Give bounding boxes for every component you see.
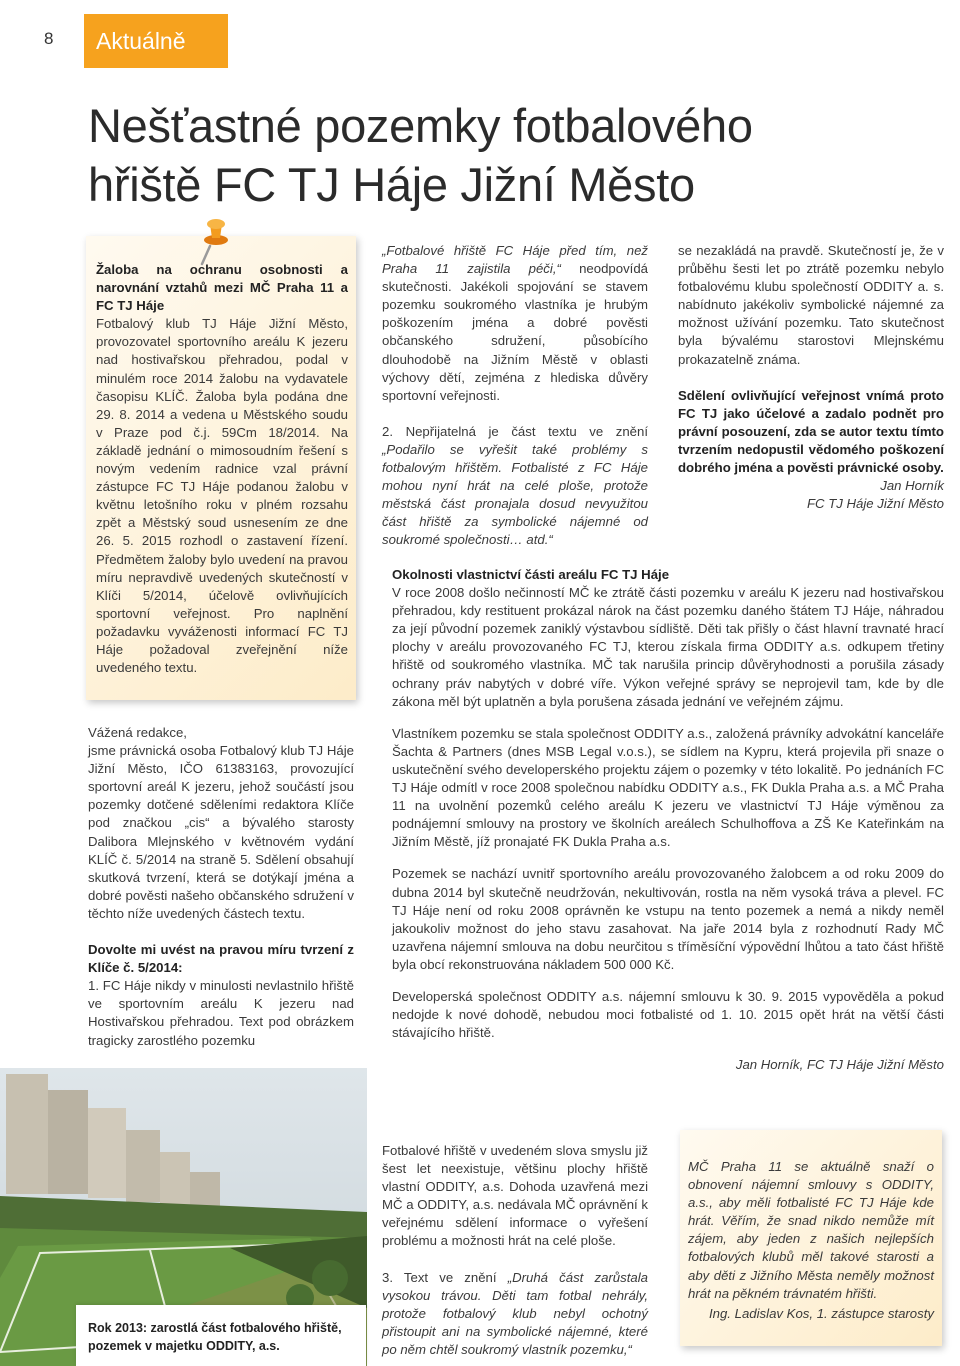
page-number: 8 bbox=[44, 29, 54, 48]
point-1-quote: „Fotbalové hřiště FC Háje před tím, než Praha 11 zajistila péči,“ bbox=[382, 243, 648, 277]
letter-point-3-rest: se nezakládá na pravdě. Skutečností je, že v průběhu šesti let po ztrátě pozemku nebylo fotbalovému klubu společností ODDITY a. s. nabídnuto jakékoliv symbolické nájemné za možnost užívání pozemku. Tato skutečnost byla bývalému starostovi Mlejnskému prokazatelně známa. bbox=[678, 243, 944, 367]
letter-column-2 bbox=[382, 242, 648, 550]
lawsuit-note-body: Fotbalový klub TJ Háje Jižní Město, provozovatel sportovního areálu K jezeru nad hostivařskou přehradou, podal v minulém roce 2014 žalobu na vydavatele časopisu KLÍČ. Žaloba byla podána dne 29. 8. 2014 a vedena u Městského soudu v Praze pod č.j. 59Cm 18/2014. Na základě jednání o mimosoudním řešení s novým vedením radnice vzal právní zástupce FC TJ Háje podanou žalobu v květnu letošního roku v plném rozsahu zpět a Městský soud usnesením ze dne 26. 5. 2015 rozhodl o zastavení řízení. Předmětem žaloby bylo uvedení na pravou míru nepravdivě uvedených skutečností v Klíči 5/2014, účelově ovlivňujících sportovní veřejnost. Pro naplnění požadavku vyváženosti informací FC TJ Háje požadoval zveřejnění níže uvedeného textu. bbox=[96, 316, 348, 676]
letter-greeting: Vážená redakce, bbox=[88, 725, 187, 740]
response-body: MČ Praha 11 se aktuálně snaží o obnovení nájemní smlouvy s ODDITY, a.s., aby měli fotbalisté FC TJ Háje kde hrát. Věřím, že snad nikdo nemůže mít zájem, aby jeden z našich nejlepších fotbalových klubů měl takové starosti a aby děti z Jižního Města neměly možnost hrát na pěkném trávnatém hřišti. bbox=[688, 1159, 934, 1301]
photo-caption: Rok 2013: zarostlá část fotbalového hřiště, pozemek v majetku ODDITY, a.s. bbox=[76, 1305, 366, 1366]
ownership-p4: Developerská společnost ODDITY a.s. nájemní smlouvu k 30. 9. 2015 vypověděla a pokud nedojde k nové dohodě, nebudou moci fotbalisté od 1. 10. 2015 opět hrát na větší části stávajícího hřiště. bbox=[392, 988, 944, 1041]
point-3-quote: „Druhá část zarůstala vysokou trávou. Děti tam fotbal nehrály, protože fotbalový klub nebyl ochotný přistoupit ani na symbolické nájemné, které po něm chtěl soukromý vlastník pozemku,“ bbox=[382, 1269, 648, 1357]
ownership-p1 bbox=[392, 566, 944, 711]
ownership-signature: Jan Horník, FC TJ Háje Jižní Město bbox=[735, 1057, 944, 1073]
title-line-2: hřiště FC TJ Háje Jižní Město bbox=[88, 158, 695, 211]
ownership-p3: Pozemek se nachází uvnitř sportovního areálu provozovaného žalobcem a od roku 2009 do dubna 2014 byl skutečně neudržován, nekultivován, rostla na něm vysoká tráva a plevel. FC TJ Háje není od roku 2008 oprávněn ke vstupu na tento pozemek a nemá a nikdy neměl jakoukoliv možnost do jeho stavu zasahovat. Na jaře 2014 byla z rozhodnutí Rady MČ uzavřena nájemní smlouva na dobu neurčitou s tříměsíční výpovědní lhůtou a tato část hřiště byla obcí rekonstruována nákladem 500 000 Kč. bbox=[392, 866, 944, 972]
ownership-section bbox=[392, 566, 944, 1074]
letter-column-3 bbox=[678, 242, 944, 513]
lawsuit-note bbox=[96, 261, 348, 677]
letter-signature-name: Jan Horník bbox=[880, 478, 944, 494]
letter-conclusion: Sdělení ovlivňující veřejnost vnímá proto FC TJ jako účelové a zadalo podnět pro právní posouzení, zda se autor textu tímto tvrzením nedopustil vědomého poškození dobrého jména a pověsti právnické osoby. bbox=[678, 387, 944, 476]
letter-column-1 bbox=[88, 724, 354, 1050]
letter-column-2-bottom bbox=[382, 1142, 648, 1359]
lawsuit-note-heading: Žaloba na ochranu osobnosti a narovnání vztahů mezi MČ Praha 11 a FC TJ Háje bbox=[96, 262, 348, 314]
article-title bbox=[88, 96, 908, 214]
title-line-1: Nešťastné pozemky fotbalového bbox=[88, 99, 753, 152]
ownership-p1-text: V roce 2008 došlo nečinností MČ ke ztrátě části pozemku v areálu K jezeru nad hostivařskou přehradou, kdy restituent prokázal nárok na část pozemku daného štátem TJ Háje, náhradou za její původní pozemek zaniklý výstavbou sídliště. Děti tak přišly o část hlavní travnaté hrací plochy v areálu provozovaného FC TJ, kterou získala firma ODDITY a.s. odkupem třetiny hřiště od soukromého vlastníka. MČ tak narušila princip důvěryhodnosti a porušila zásady ochrany práv nabytých v dobré víře. Výkon veřejné správy se neprojevil tam, kde by dle zákona měl být uplatněn a byla porušena zásada jednání ve veřejném zájmu. bbox=[392, 585, 944, 709]
point-3-start: 3. Text ve znění bbox=[382, 1269, 497, 1285]
letter-subheading: Dovolte mi uvést na pravou míru tvrzení z Klíče č. 5/2014: bbox=[88, 942, 354, 976]
ownership-heading: Okolnosti vlastnictví části areálu FC TJ Háje bbox=[392, 567, 670, 582]
letter-point-1-start: 1. FC Háje nikdy v minulosti nevlastnilo hřiště ve sportovním areálu K jezeru nad Hostivařskou přehradou. Text pod obrázkem tragicky zarostlého pozemku bbox=[88, 978, 354, 1048]
letter-signature-org: FC TJ Háje Jižní Město bbox=[806, 496, 944, 512]
letter-point-2-rest: Fotbalové hřiště v uvedeném slova smyslu již šest let neexistuje, většinu plochy hřiště vlastní ODDITY, a.s. Dohoda uzavřená mezi MČ a ODDITY, a.s. nedávala MČ oprávnění k veřejnému sdělení informace o vyřešení problému a možnosti hrát na celé ploše. bbox=[382, 1143, 648, 1249]
letter-point-1 bbox=[382, 242, 648, 405]
point-2-quote: „Podařilo se vyřešit také problémy s fotbalovým hřištěm. Fotbalisté z FC Háje mohou nyní hrát na celé ploše, protože městská část pronajala dosud nevyužitou část hřiště za symbolické nájemné od soukromé společnosti… atd.“ bbox=[382, 441, 648, 548]
point-2-start: 2. Nepřijatelná je část textu ve znění bbox=[382, 423, 648, 439]
letter-point-3 bbox=[382, 1269, 648, 1359]
letter-point-2 bbox=[382, 423, 648, 550]
ownership-p2: Vlastníkem pozemku se stala společnost ODDITY a.s., založená právníky advokátní kanceláře Šachta & Partners (dnes MSB Legal v.o.s.), se sídlem na Kypru, která projevila při snaze o uskutečnění svého developerského projektu zájem o pozemky v této lokalitě. Po jednáních FC TJ Háje odmítl v roce 2008 společnou nabídku ODDITY a.s., FK Dukla Praha a.s. a MČ Praha 11 na uvolnění pozemků celého areálu K jezeru ve vlastnictví TJ Háje výměnou za podnájemní smlouvy na prostory ve školních areálech Schulhoffova a ZŠ Ke Kateřinkám na Jižním Městě, jíž pronajaté FK Dukla Praha a.s. bbox=[392, 725, 944, 850]
response-signature: Ing. Ladislav Kos, 1. zástupce starosty bbox=[708, 1305, 934, 1321]
section-label: Aktuálně bbox=[84, 14, 228, 68]
response-text bbox=[688, 1158, 934, 1323]
letter-intro: jsme právnická osoba Fotbalový klub TJ Háje Jižní Město, IČO 61383163, provozující sportovní areál K jezeru, jehož součástí jsou pozemky dotčené sděleními redaktora Klíče pod značkou „cis“ a bývalého starosty Dalibora Mlejnského v květnovém vydání KLÍČ č. 5/2014 na straně 5. Sdělení obsahují skutková tvrzení, která se dotýkají jména a dobré pověsti našeho občanského sdružení v těchto níže uvedených částech textu. bbox=[88, 743, 354, 921]
point-1-rest: neodpovídá skutečnosti. Jakékoli spojování se stavem pozemku soukromého vlastníka je hrubým poškozením jména a dobré pověsti občanského sdružení, působícího dlouhodobě na Jižním Městě v oblasti výchovy dětí, zejména z hlediska důvěry sportovní veřejnosti. bbox=[382, 261, 648, 403]
